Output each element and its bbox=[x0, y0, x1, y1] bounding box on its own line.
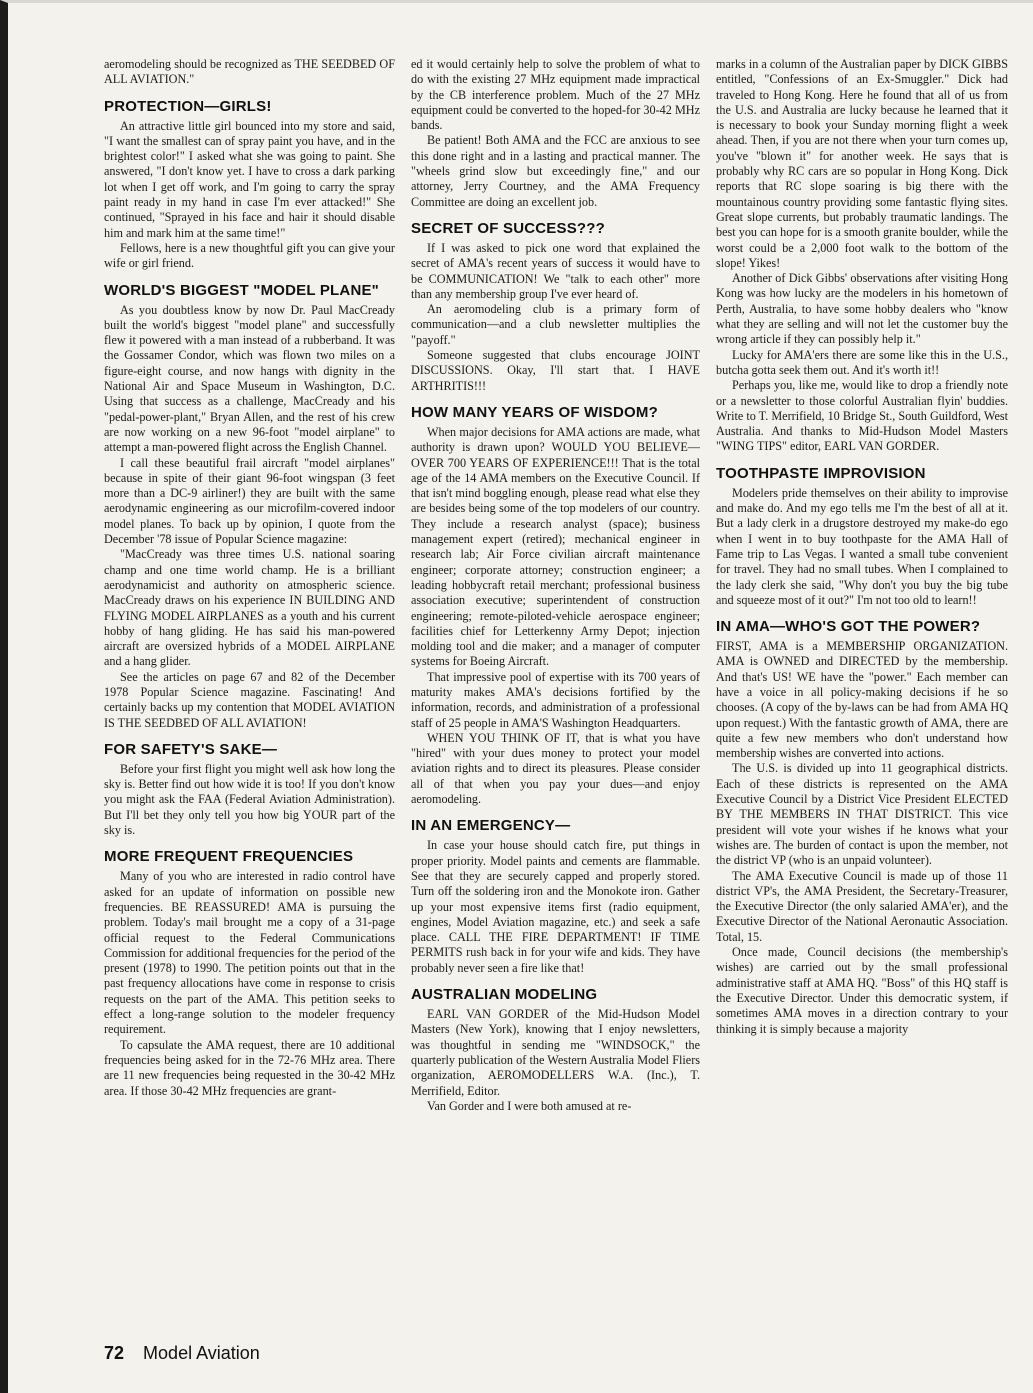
column-right bbox=[716, 57, 1008, 1341]
paragraph: ed it would certainly help to solve the problem of what to do with the existing 27 MHz equipment made impractical by the CB interference problem. Much of the 27 MHz equipment could be converted to the hoped-for 30-42 MHz bands. bbox=[411, 57, 700, 133]
paragraph: marks in a column of the Australian paper by DICK GIBBS entitled, "Confessions of an Ex-Smuggler." Dick had traveled to Hong Kong. Here he found that all of us from the U.S. and Australia are lucky because he learned that it is necessary to book your Sunday morning flight a week ahead. Then, if you are not there when your turn comes up, you've "blown it" for another week. He says that is probably why RC cars are so popular in Hong Kong. Dick reports that RC slope soaring is big there with the mountainous country providing some fantastic flying sites. Great slope currents, but probably traumatic landings. The best you can hope for is a smooth granite boulder, while the worst could be a 2,000 foot walk to the bottom of the slope! Yikes! bbox=[716, 57, 1008, 270]
paragraph: That impressive pool of expertise with its 700 years of maturity makes AMA's decisions fortified by the information, records, and administration of a professional staff of 25 people in AMA'S Washington Headquarters. bbox=[411, 669, 700, 730]
section-heading: PROTECTION—GIRLS! bbox=[104, 97, 272, 115]
article-section-world-s-biggest-model-plane bbox=[104, 282, 395, 731]
article-section-australian-modeling bbox=[411, 986, 700, 1114]
paragraph: As you doubtless know by now Dr. Paul MacCready built the world's biggest "model plane" and successfully flew it powered with a man instead of a rubberband. It was the Gossamer Condor, which was flown two miles on a figure-eight course, and now hangs with dignity in the National Air and Space Museum in Washington, D.C. Using that success as a challenge, MacCready and his "pedal-power-plant," Bryan Allen, and the rest of his crew are now working on a new 96-foot "model airplane" to attempt a man-powered flight across the English Channel. bbox=[104, 302, 395, 455]
paragraph: To capsulate the AMA request, there are 10 additional frequencies being asked for in the 72-76 MHz area. There are 11 new frequencies being requested in the 30-42 MHz area. If those 30-42 MHz frequencies are grant- bbox=[104, 1037, 395, 1098]
article-section-for-safety-s-sake bbox=[104, 741, 395, 838]
magazine-title: Model Aviation bbox=[143, 1343, 260, 1363]
paragraph: Another of Dick Gibbs' observations after visiting Hong Kong was how lucky are the modelers in his hometown of Perth, Australia, to have some hobby dealers who "know what they are selling and will not let the customer buy the wrong article if they can possibly help it." bbox=[716, 271, 1008, 347]
article-section-how-many-years-of-wisdom bbox=[411, 404, 700, 807]
continued-text bbox=[716, 57, 1008, 455]
paragraph: "MacCready was three times U.S. national soaring champ and one time world champ. He is a brilliant aerodynamicist and authority on atmospheric science. MacCready draws on his experience IN BUILDING AND FLYING MODEL AIRPLANES as a youth and his current hobby of hang gliding. He has said his man-powered aircraft are oversized hybrids of a MODEL AIRPLANE and a hang glider. bbox=[104, 547, 395, 669]
article-section-in-ama-who-s-got-the-power bbox=[716, 618, 1008, 1037]
paragraph: Many of you who are interested in radio control have asked for an update of information on possible new frequencies. BE REASSURED! AMA is pursuing the problem. Today's mail brought me a copy of a 31-page official request to the Federal Communications Commission for additional frequencies for the period of the present (1978) to 1990. The petition points out that in the past frequency allocations have come in response to crisis requests on the part of the AMA. This petition seeks to effect a long-range solution to the modeler frequency requirement. bbox=[104, 869, 395, 1037]
column-left bbox=[104, 57, 395, 1341]
section-heading: FOR SAFETY'S SAKE— bbox=[104, 740, 278, 758]
paragraph: An attractive little girl bounced into my store and said, "I want the smallest can of spray paint you have, and in the brightest color!" I asked what she was going to paint. She answered, "I don't know yet. I have to cross a dark parking lot when I get off work, and I'm going to carry the spray paint ready in my hand in case I'm ever attacked!" She continued, "Sprayed in his face and hair it should disable him and mark him at the same time!" bbox=[104, 118, 395, 240]
paragraph: In case your house should catch fire, put things in proper priority. Model paints and cements are flammable. See that they are securely capped and properly stored. Turn off the soldering iron and the Monokote iron. Gather up your most expensive items first (radio equipment, engines, Model Aviation magazine, etc.) and seek a safe place. CALL THE FIRE DEPARTMENT! IF TIME PERMITS rush back in for your wife and kids. They have probably never seen a fire like that! bbox=[411, 838, 700, 975]
section-heading: SECRET OF SUCCESS??? bbox=[411, 219, 606, 237]
continued-text bbox=[411, 57, 700, 210]
paragraph: The U.S. is divided up into 11 geographical districts. Each of these districts is represented on the AMA Executive Council by a District Vice President ELECTED BY THE MEMBERS IN THAT DISTRICT. This vice president will vote your wishes if he knows what your wishes are. The burden of contact is upon the member, not the district VP (who is an unpaid volunteer). bbox=[716, 761, 1008, 868]
section-heading: IN AN EMERGENCY— bbox=[411, 817, 571, 835]
page-number: 72 bbox=[104, 1343, 125, 1363]
paragraph: See the articles on page 67 and 82 of the December 1978 Popular Science magazine. Fascinating! And certainly backs up my contention that MODEL AVIATION IS THE SEEDBED OF ALL AVIATION! bbox=[104, 669, 395, 730]
section-heading: MORE FREQUENT FREQUENCIES bbox=[104, 848, 354, 866]
column-middle bbox=[411, 57, 700, 1341]
paragraph: The AMA Executive Council is made up of those 11 district VP's, the AMA President, the Secretary-Treasurer, the Executive Director (the only salaried AMA'er), and the Executive Director of the National Aeronautic Association. Total, 15. bbox=[716, 868, 1008, 944]
article-section-secret-of-success bbox=[411, 220, 700, 394]
section-heading: AUSTRALIAN MODELING bbox=[411, 986, 598, 1004]
paragraph: Perhaps you, like me, would like to drop a friendly note or a newsletter to those colorful Australian flyin' buddies. Write to T. Merrifield, 10 Bridge St., South Guildford, West Australia. And thanks to Mid-Hudson Model Masters "WING TIPS" editor, EARL VAN GORDER. bbox=[716, 378, 1008, 454]
paragraph: I call these beautiful frail aircraft "model airplanes" because in spite of their giant 96-foot wingspan (3 feet more than a DC-9 airliner!) they are built with the same aerodynamic engineering as our microfilm-covered indoor model planes. To back up by opinion, I quote from the December '78 issue of Popular Science magazine: bbox=[104, 455, 395, 547]
page-footer bbox=[104, 1343, 260, 1364]
paragraph: Modelers pride themselves on their ability to improvise and make do. And my ego tells me I'm the best of all at it. But a lady clerk in a drugstore destroyed my make-do ego when I went in to buy toothpaste for the AMA Hall of Fame trip to Las Vegas. I wanted a small tube convenient for travel. They had no small tubes. When I complained to the lady clerk she said, "Why don't you buy the big tube and squeeze most of it out?" I'm not too old to learn!! bbox=[716, 485, 1008, 607]
article-section-in-an-emergency bbox=[411, 817, 700, 976]
paragraph: EARL VAN GORDER of the Mid-Hudson Model Masters (New York), knowing that I enjoy newsletters, was thoughtful in sending me "WINDSOCK," the quarterly publication of the Western Australia Model Fliers organization, AEROMODELLERS W.A. (Inc.), T. Merrifield, Editor. bbox=[411, 1007, 700, 1098]
paragraph: An aeromodeling club is a primary form of communication—and a club newsletter multiplies the "payoff." bbox=[411, 302, 700, 347]
article-section-more-frequent-frequencies bbox=[104, 848, 395, 1098]
section-heading: HOW MANY YEARS OF WISDOM? bbox=[411, 403, 658, 421]
continued-text bbox=[104, 57, 395, 88]
section-heading: IN AMA—WHO'S GOT THE POWER? bbox=[716, 618, 981, 636]
paragraph: Be patient! Both AMA and the FCC are anxious to see this done right and in a lasting and practical manner. The "wheels grind slow but exceedingly fine," and our attorney, Jerry Courtney, and the AMA Frequency Committee are doing an excellent job. bbox=[411, 133, 700, 209]
paragraph: Someone suggested that clubs encourage JOINT DISCUSSIONS. Okay, I'll start that. I HAVE ARTHRITIS!!! bbox=[411, 348, 700, 393]
paragraph: Once made, Council decisions (the membership's wishes) are carried out by the small professional administrative staff at AMA HQ. "Boss" of this HQ staff is the Executive Director. Under this democratic system, if sometimes AMA moves in a direction contrary to your thinking it is simply because a majority bbox=[716, 945, 1008, 1036]
paragraph: Lucky for AMA'ers there are some like this in the U.S., butcha gotta seek them out. And it's worth it!! bbox=[716, 347, 1008, 377]
paragraph: WHEN YOU THINK OF IT, that is what you have "hired" with your dues money to protect your model aviation rights and to direct its pleasures. Please consider all of that when you pay your dues—and enjoy aeromodeling. bbox=[411, 730, 700, 807]
paragraph: Before your first flight you might well ask how long the sky is. Better find out how wide it is too! If you don't know you might ask the FAA (Federal Aviation Administration). But I'll bet they only tell you how big YOUR part of the sky is. bbox=[104, 761, 395, 838]
paragraph: Van Gorder and I were both amused at re- bbox=[427, 1098, 632, 1113]
paragraph: If I was asked to pick one word that explained the secret of AMA's recent years of success it would have to be COMMUNICATION! We "talk to each other" more than any membership group I've ever heard of. bbox=[411, 240, 700, 301]
section-heading: WORLD'S BIGGEST "MODEL PLANE" bbox=[104, 281, 379, 299]
paragraph: FIRST, AMA is a MEMBERSHIP ORGANIZATION. AMA is OWNED and DIRECTED by the membership. And that's US! WE have the "power." Each member can have a voice in all policy-making decisions if he so chooses. (A copy of the by-laws can be had from AMA HQ upon request.) With the fantastic growth of AMA, there are quite a few new members who don't understand how membership wishes are converted into actions. bbox=[716, 639, 1008, 761]
article-section-protection-girls bbox=[104, 98, 395, 272]
article-section-toothpaste-improvision bbox=[716, 465, 1008, 608]
section-heading: TOOTHPASTE IMPROVISION bbox=[716, 464, 926, 482]
paragraph: aeromodeling should be recognized as THE SEEDBED OF ALL AVIATION." bbox=[104, 57, 395, 87]
paragraph: Fellows, here is a new thoughtful gift you can give your wife or girl friend. bbox=[104, 240, 395, 271]
paragraph: When major decisions for AMA actions are made, what authority is drawn upon? WOULD YOU BELIEVE—OVER 700 YEARS OF EXPERIENCE!!! That is the total age of the 14 AMA members on the Executive Council. If that isn't mind boggling enough, please read what else they are besides being some of the top modelers of our country. They include a research analyst (space); business management expert (retired); mechanical engineer in research lab; Air Force civilian aircraft maintenance engineer; corporate attorney; construction engineer; a leading hobbycraft retail merchant; professional business association executive; superintendent of construction engineering; remote-piloted-vehicle aerospace engineer; facilities chief for Letterkenny Army Depot; injection molding tool and die maker; and a manager of computer systems for Boeing Aircraft. bbox=[411, 424, 700, 669]
